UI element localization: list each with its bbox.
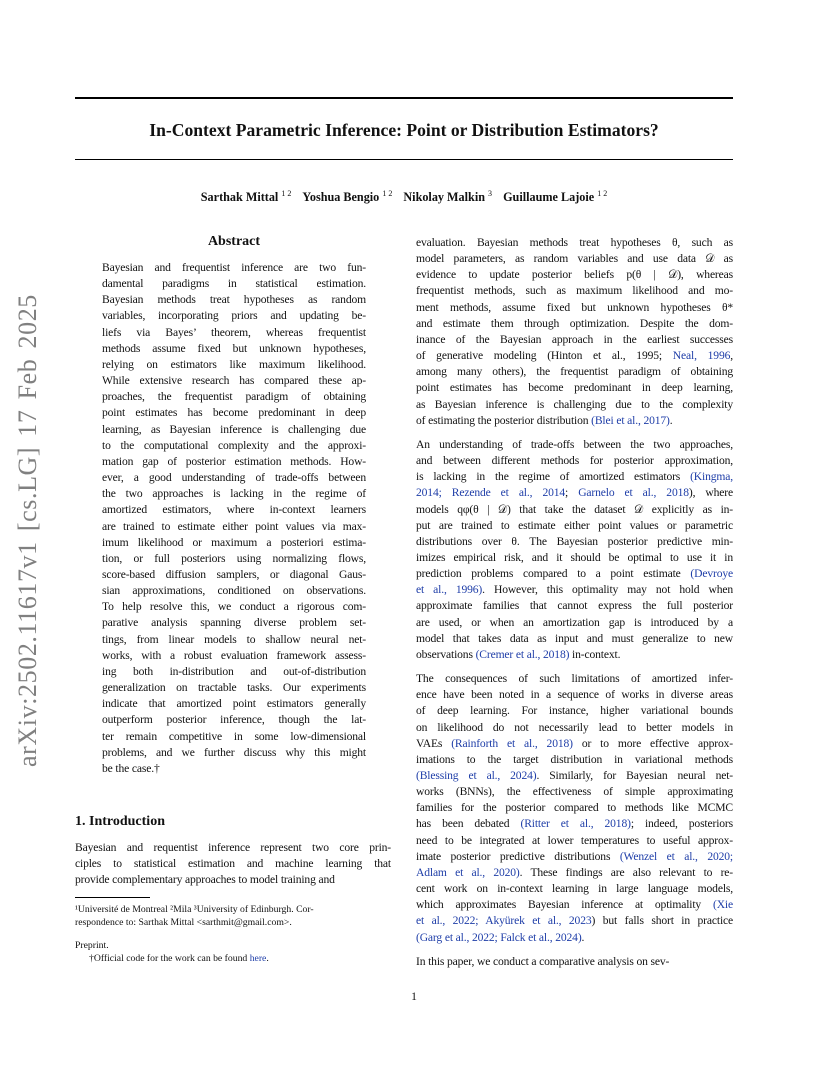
- right-column: [416, 235, 733, 970]
- footnote-affiliations: ¹Université de Montreal ²Mila ³University of Edinburgh. Cor- respondence to: Sarthak Mittal <sarthmit@gmail.com>.: [75, 904, 314, 928]
- introduction-paragraph: Bayesian and requentist inference represent two core prin- ciples to statistical estimation and machine learning that provide complementary approaches to model training and: [75, 841, 391, 887]
- footnotes: [75, 897, 391, 965]
- page-number: 1: [411, 990, 417, 1003]
- body-paragraph: In this paper, we conduct a comparative analysis on sev-: [416, 954, 670, 968]
- author: Nikolay Malkin $^3$: [403, 189, 493, 205]
- footnote-code-link[interactable]: †Official code for the work can be found here.: [89, 953, 269, 964]
- abstract-text: Bayesian and frequentist inference are two fun- damental paradigms in statistical estimation. Bayesian methods treat hypotheses as random variables, incorporating priors and updating be- liefs via Bayes’ theorem, whereas frequentist methods assume fixed but unknown hypotheses, relying on estimators like maximum likelihood. While extensive research has compared these ap- proaches, the frequentist paradigm of obtaining point estimates has become predominant in deep learning, as Bayesian inference is challenging due to the computational complexity and the approxi- mation gap of posterior estimation methods. How- ever, a good understanding of trade-offs between the two approaches is lacking in the regime of amortized estimators, where in-context learners are trained to estimate either point values via max- imum likelihood or maximum a posteriori estima- tion, or full posteriors using normalizing flows, score-based diffusion samplers, or diagonal Gaus- sian approximations, conditioned on observations. To help resolve this, we conduct a rigorous com- parative analysis spanning diverse problem set- tings, from linear models to shallow neural net- works, with a robust evaluation framework assess- ing both in-distribution and out-of-distribution generalization on tractable tasks. Our experiments indicate that amortized point estimators generally outperform posterior inference, though the lat- ter remain competitive in some low-dimensional problems, and we further discuss why this might be the case.†: [102, 261, 366, 775]
- title-rule-top: [75, 97, 733, 99]
- footnote-rule: [75, 897, 150, 898]
- body-paragraph: evaluation. Bayesian methods treat hypotheses θ, such as model parameters, as random variables and use data 𝒟 as evidence to update posterior beliefs p(θ | 𝒟), whereas frequentist methods, such as maximum likelihood and mo- ment methods, assume fixed but unknown hypotheses θ* and estimate them through optimization. Despite the dom- inance of the Bayesian approach in the earliest successes of generative modeling (Hinton et al., 1995; Neal, 1996, among many others), the frequentist paradigm of obtaining point estimates has become predominant in deep learning, as Bayesian inference is challenging due to the complexity of estimating the posterior distribution (Blei et al., 2017).: [416, 236, 733, 427]
- abstract-heading: Abstract: [207, 234, 261, 249]
- author: Guillaume Lajoie $^{1 2}$: [503, 189, 608, 205]
- abstract-section: [102, 232, 366, 777]
- title-rule-bottom: [75, 159, 733, 160]
- author: Sarthak Mittal $^{1 2}$: [200, 189, 292, 205]
- author-list: [75, 186, 733, 205]
- introduction-heading: 1. Introduction: [75, 814, 165, 829]
- arxiv-stamp: arXiv:2502.11617v1 [cs.LG] 17 Feb 2025: [13, 294, 42, 767]
- footnote-preprint: Preprint.: [75, 940, 109, 951]
- body-paragraph: The consequences of such limitations of amortized infer- ence have been noted in a sequence of works in diverse areas of deep learning. For instance, higher variational bounds on likelihood do not necessarily lead to better models in VAEs (Rainforth et al., 2018) or to more effective approx- imations to the target distribution in variational methods (Blessing et al., 2024). Similarly, for Bayesian neural net- works (BNNs), the effectiveness of simple approximating families for the posterior compared to methods like MCMC has been debated (Ritter et al., 2018); indeed, posteriors need to be integrated at lower temperatures to useful approx- imate posterior predictive distributions (Wenzel et al., 2020; Adlam et al., 2020). These findings are also relevant to re- cent work on in-context learning in large language models, which approximates Bayesian inference at optimality (Xie et al., 2022; Akyürek et al., 2023) but falls short in practice (Garg et al., 2022; Falck et al., 2024).: [416, 672, 734, 944]
- body-paragraph: An understanding of trade-offs between the two approaches, and between different methods for posterior approximation, is lacking in the regime of amortized estimators (Kingma, 2014; Rezende et al., 2014; Garnelo et al., 2018), where models qφ(θ | 𝒟) that take the dataset 𝒟 explicitly as in- put are trained to estimate either point values or parametric distributions over θ. The Bayesian posterior predictive min- imizes empirical risk, and it should be optimal to use it in prediction problems compared to a point estimate (Devroye et al., 1996). However, this optimality may not hold when approximate families that cannot express the full posterior are used, or when an amortization gap is introduced by a model that takes data as input and must generalize to new observations (Cremer et al., 2018) in-context.: [416, 437, 734, 661]
- author: Yoshua Bengio $^{1 2}$: [302, 189, 393, 205]
- introduction-section: [75, 812, 391, 888]
- paper-title: In-Context Parametric Inference: Point or Distribution Estimators?: [149, 120, 659, 140]
